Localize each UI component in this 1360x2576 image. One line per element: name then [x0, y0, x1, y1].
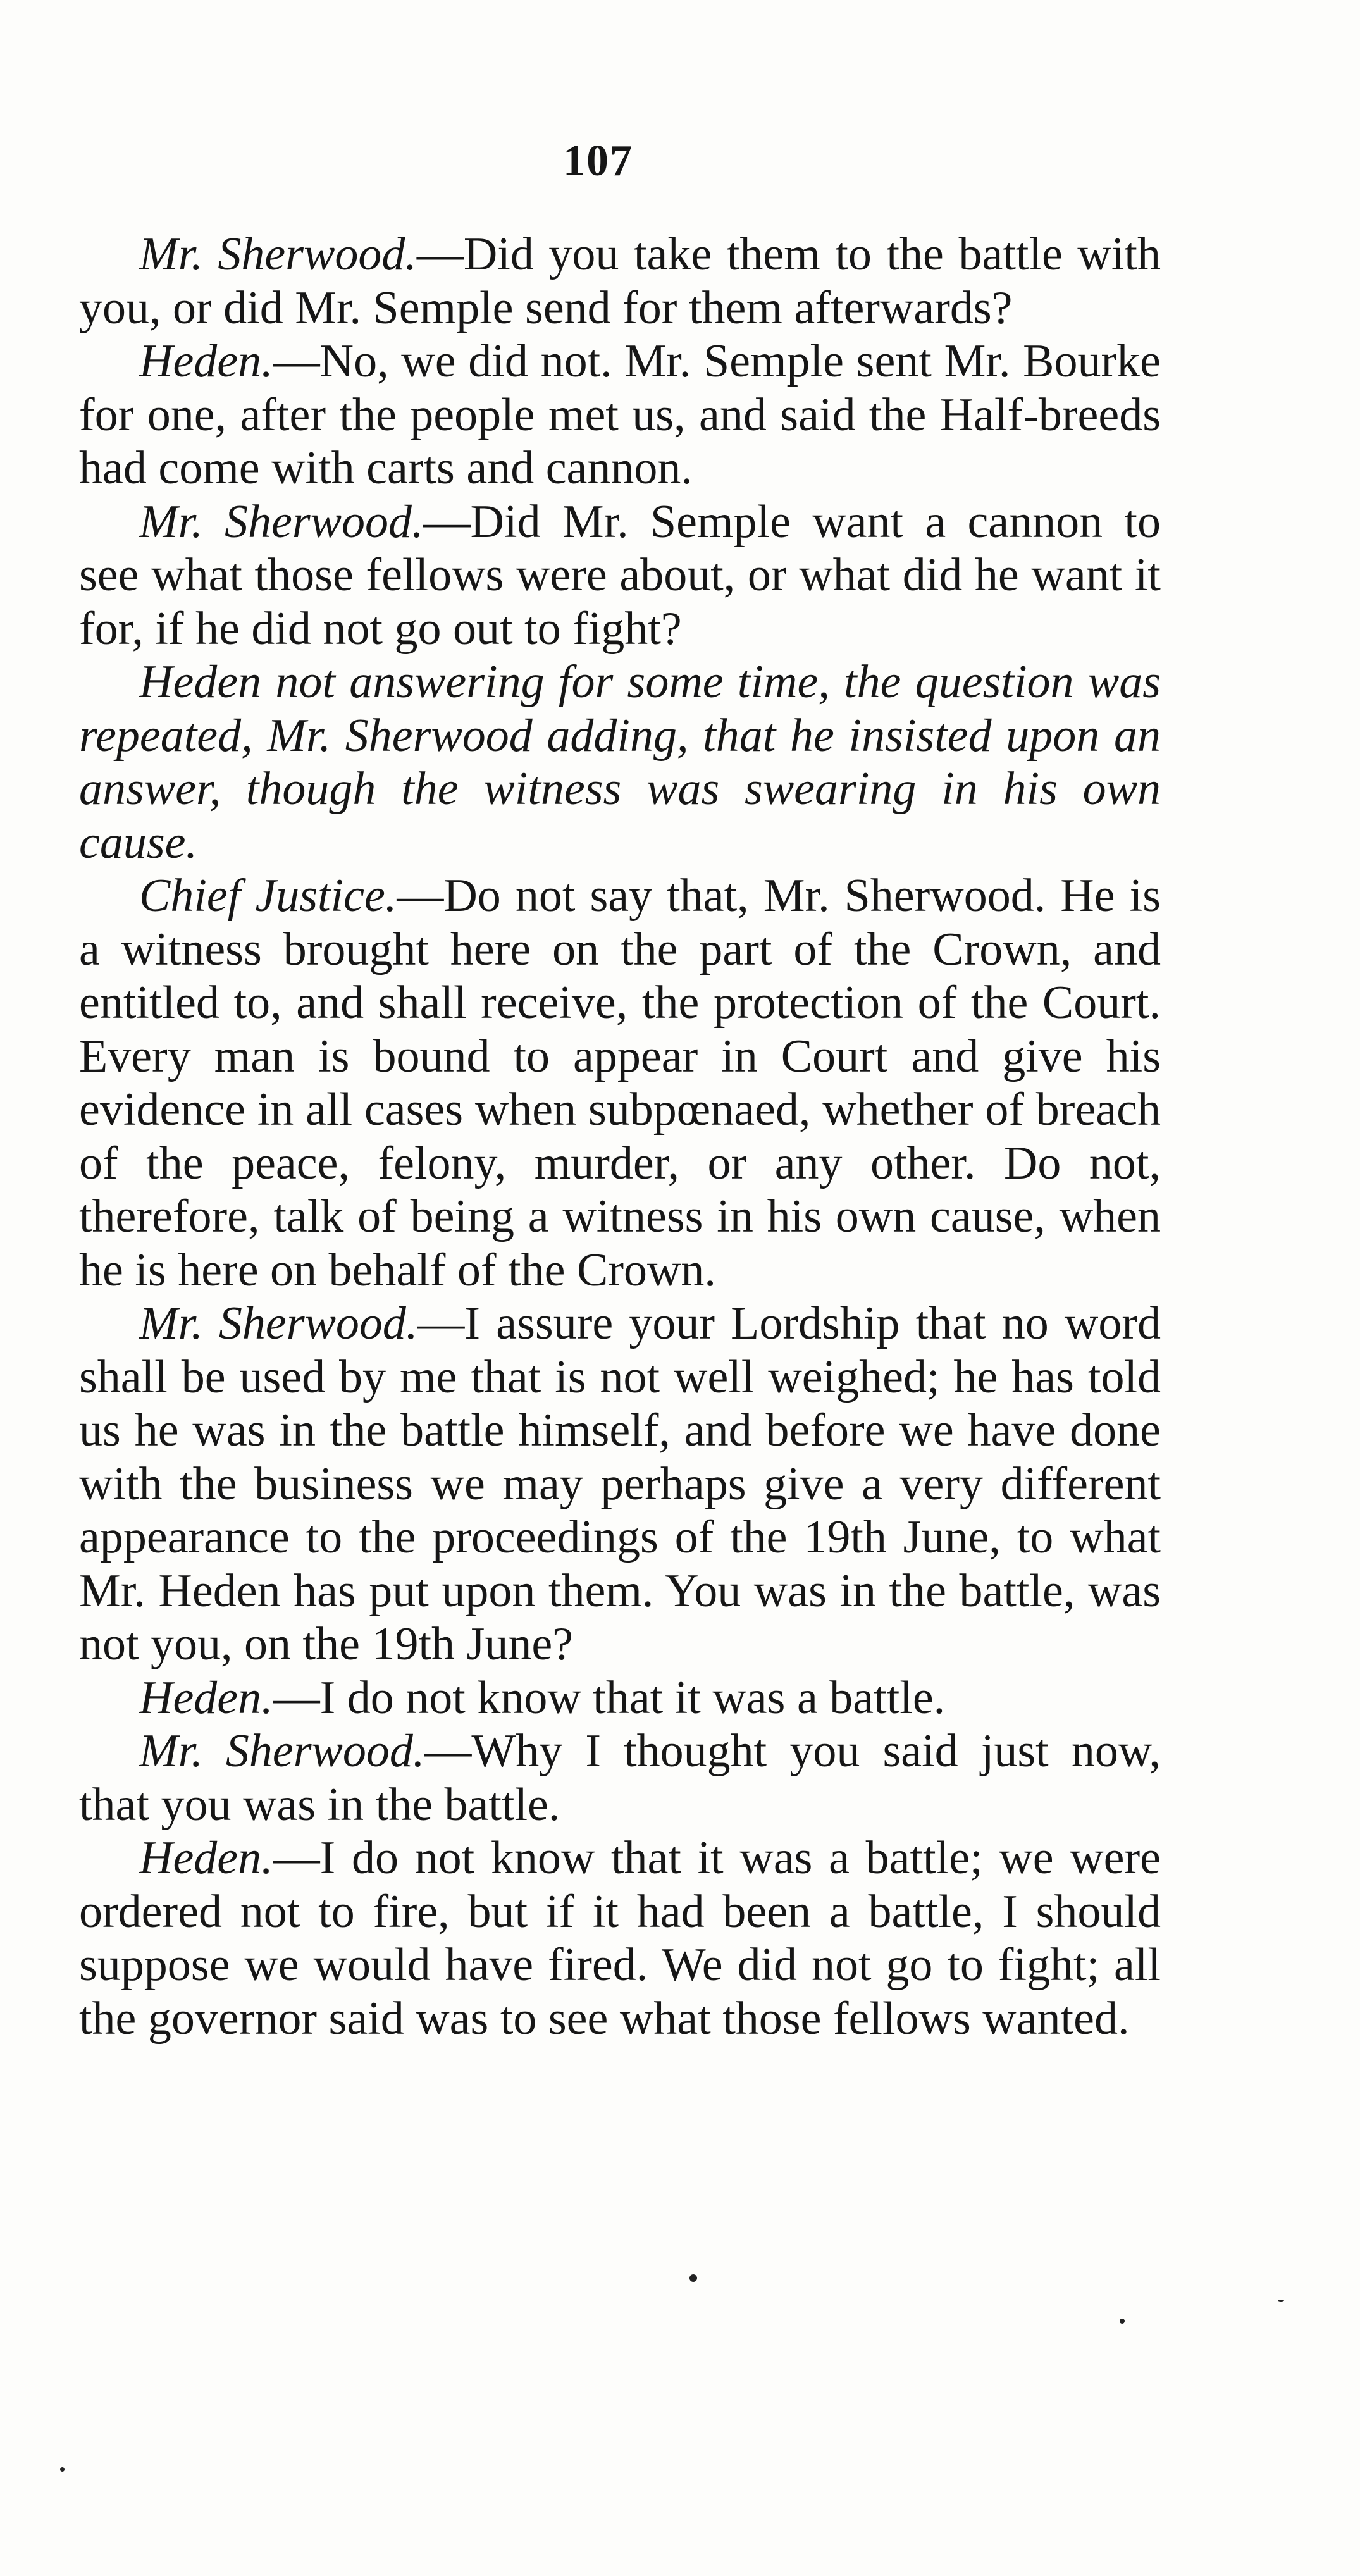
speech-text: —I assure your Lordship that no word shall be used by me that is not well weighed; he has told us he was in the battle himself, and before we have done with the business we may perhaps give a very different appearance to the proceedings of the 19th June, to what Mr. Heden has put upon them. You was in the battle, was not you, on the 19th June?	[79, 1297, 1161, 1670]
print-speck	[60, 2467, 65, 2472]
speaker-label: Mr. Sherwood.	[139, 1297, 418, 1349]
speaker-label: Chief Justice.	[139, 870, 397, 922]
speech-text: —Did Mr. Semple want a cannon to see what those fellows were about, or what did he want it for, if he did not go out to fight?	[79, 495, 1161, 655]
speech-text: —I do not know that it was a battle; we were ordered not to fire, but if it had been a battle, I should suppose we would have fired. We did not go to fight; all the governor said was to see what those fellows wanted.	[79, 1832, 1161, 2045]
narrative-note: Heden not answering for some time, the question was repeated, Mr. Sherwood adding, that he insisted upon an answer, though the witness was swearing in his own cause.	[79, 656, 1161, 869]
paragraph-2	[79, 335, 1161, 495]
paragraph-7	[79, 1671, 1161, 1725]
paragraph-3	[79, 495, 1161, 656]
speech-text: —Did you take them to the battle with you, or did Mr. Semple send for them afterwards?	[79, 228, 1161, 334]
paragraph-6	[79, 1297, 1161, 1671]
print-speck	[1278, 2300, 1284, 2302]
paragraph-5	[79, 869, 1161, 1297]
paragraph-9	[79, 1831, 1161, 2045]
page-body-text	[79, 228, 1161, 2045]
speech-text: —No, we did not. Mr. Semple sent Mr. Bourke for one, after the people met us, and said the Half-breeds had come with carts and cannon.	[79, 335, 1161, 494]
print-speck	[1120, 2319, 1125, 2324]
speaker-label: Heden.	[139, 335, 273, 387]
print-speck	[689, 2274, 697, 2282]
speech-text: —Do not say that, Mr. Sherwood. He is a witness brought here on the part of the Crown, and entitled to, and shall receive, the protection of the Court. Every man is bound to appear in Court and give his evidence in all cases when subpœnaed, whether of breach of the peace, felony, murder, or any other. Do not, therefore, talk of being a witness in his own cause, when he is here on behalf of the Crown.	[79, 870, 1161, 1296]
speech-text: —Why I thought you said just now, that you was in the battle.	[79, 1725, 1161, 1831]
speaker-label: Mr. Sherwood.	[139, 495, 424, 548]
paragraph-8	[79, 1725, 1161, 1831]
speaker-label: Mr. Sherwood.	[139, 1725, 425, 1777]
paragraph-1	[79, 228, 1161, 335]
speaker-label: Heden.	[139, 1832, 273, 1884]
page-number: 107	[563, 137, 633, 185]
speaker-label: Heden.	[139, 1671, 273, 1724]
speaker-label: Mr. Sherwood.	[139, 228, 417, 280]
speech-text: —I do not know that it was a battle.	[273, 1671, 946, 1724]
